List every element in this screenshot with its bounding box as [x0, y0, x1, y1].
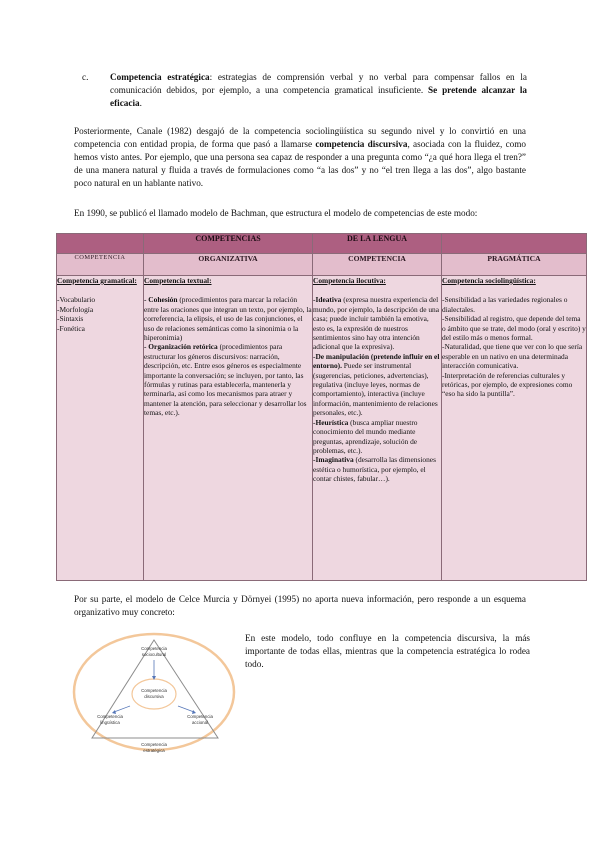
item-c-text: : estrategias de comprensión verbal y no verbal para compensar fallos en la comunicación debidos, por ejemplo, a una competencia gramatical insuficiente. — [110, 72, 527, 95]
header-de-la-lengua: DE LA LENGUA — [313, 234, 442, 254]
label-linguistica: Competencia lingüística — [97, 714, 123, 725]
list-item: -Morfología — [57, 304, 94, 314]
header-competencias: COMPETENCIAS — [144, 234, 313, 254]
item-c: c. Competencia estratégica: estrategias de comprensión verbal y no verbal para compensar fallos en la comunicación debidos, por ejemplo, a una competencia gramatical insuficiente. Se pretende alcanzar la eficacia. — [82, 72, 527, 108]
list-item: -Vocabulario — [57, 295, 96, 305]
item-c-label: c. — [82, 72, 89, 82]
paragraph-canale: Posteriormente, Canale (1982) desgajó de la competencia sociolingüística su segundo nivel y lo convirtió en una competencia con entidad propia, de forma que pasó a llamarse competencia discursiva, asociada con la fluidez, como hemos visto antes. Por ejemplo, que una persona sea capaz de responder a una pregunta como “¿a qué hora llega el tren?” de una manera natural y fluida a través de formulaciones como “a las dos” y no “el tren llega a las dos”, algo bastante poco natural en un hablante nativo. — [74, 126, 526, 188]
diagram-description: En este modelo, todo confluye en la competencia discursiva, la más importante de todas ellas, mientras que la competencia estratégica lo rodea todo. — [245, 633, 530, 669]
list-item: -Naturalidad, que tiene que ver con lo que sería esperable en un nativo en una determinada interacción comunicativa. — [442, 342, 583, 371]
list-item: -Sensibilidad al registro, que depende del tema o ámbito que se trate, del modo (oral y escrito) y del estilo más o menos formal. — [442, 314, 586, 343]
list-item: -Fonética — [57, 323, 85, 333]
term-competencia-discursiva: competencia discursiva — [315, 139, 408, 149]
list-item: -Interpretación de referencias culturales y retóricas, por ejemplo, de expresiones como “eso ha sido la puntilla”. — [442, 370, 573, 399]
heading-gramatical: Competencia gramatical: — [57, 276, 137, 285]
subheader-pragmatica: PRAGMÁTICA — [442, 254, 587, 276]
arrow-left — [114, 706, 130, 712]
cell-ilocutiva: Competencia ilocutiva: -Ideativa (expresa nuestra experiencia del mundo, por ejemplo, la descripción de una casa; puede incluir también la emotiva, esto es, la expresión de nuestros sentimientos sino hay otra intención adicional que la expresiva). -De manipulación (pretende influir en el entorno). Puede ser instrumental (sugerencias, peticiones, advertencias), regulativa (incluye leyes, normas de comportamiento), interactiva (incluye información, mantenimiento de relaciones personales, etc.). -Heurística (busca ampliar nuestro conocimiento del mundo mediante preguntas, aprendizaje, solución de problemas, etc.). -Imaginativa (desarrolla las dimensiones estética o humorística, por ejemplo, el contar chistes, fabular…). — [313, 276, 442, 581]
subheader-competencia-2: COMPETENCIA — [313, 254, 442, 276]
item-c-goal: Se pretende alcanzar la eficacia — [110, 85, 527, 108]
label-estrategica: Competencia estratégica — [141, 742, 167, 753]
competence-model-diagram — [72, 630, 237, 758]
paragraph-bachman: En 1990, se publicó el llamado modelo de Bachman, que estructura el modelo de competencias de este modo: — [74, 208, 478, 218]
subheader-competencia: COMPETENCIA — [57, 254, 144, 276]
label-discursiva: Competencia discursiva — [141, 688, 167, 699]
heading-ilocutiva: Competencia ilocutiva: — [313, 276, 386, 285]
list-item: -Sintaxis — [57, 314, 84, 324]
cell-textual: Competencia textual: - Cohesión (procedimientos para marcar la relación entre las oraciones que integran un texto, por ejemplo, la correferencia, la elipsis, el uso de las conjunciones, el uso de relaciones semánticas como la sinonimia o la hiperonimia) - Organización retórica (procedimientos para estructurar los géneros discursivos: narración, descripción, etc. Entre esos géneros es especialmente importante la conversación; se incluyen, por tanto, las fórmulas y rutinas para establecerla, mantenerla y terminarla, así como los mecanismos para atraer y mantener la atención, para seleccionar y desarrollar los temas, etc.). — [144, 276, 313, 581]
list-item: -Sensibilidad a las variedades regionales o dialectales. — [442, 295, 568, 314]
subheader-organizativa: ORGANIZATIVA — [144, 254, 313, 276]
paragraph-celce-murcia: Por su parte, el modelo de Celce Murcia y Dörnyei (1995) no aporta nueva información, pero responde a un esquema organizativo muy concreto: — [74, 594, 526, 617]
heading-textual: Competencia textual: — [144, 276, 212, 285]
table-header-row — [57, 234, 587, 254]
arrow-right — [178, 706, 194, 712]
heading-sociolinguistica: Competencia sociolingüística: — [442, 276, 536, 285]
label-sociocultural: Competencia sociocultural — [141, 646, 167, 657]
table-content-row — [57, 276, 587, 581]
cell-sociolinguistica — [442, 276, 587, 581]
bachman-table — [56, 233, 587, 581]
table-subheader-row — [57, 254, 587, 276]
label-accional: Competencia accional — [187, 714, 213, 725]
item-c-title: Competencia estratégica — [110, 72, 210, 82]
cell-gramatical — [57, 276, 144, 581]
